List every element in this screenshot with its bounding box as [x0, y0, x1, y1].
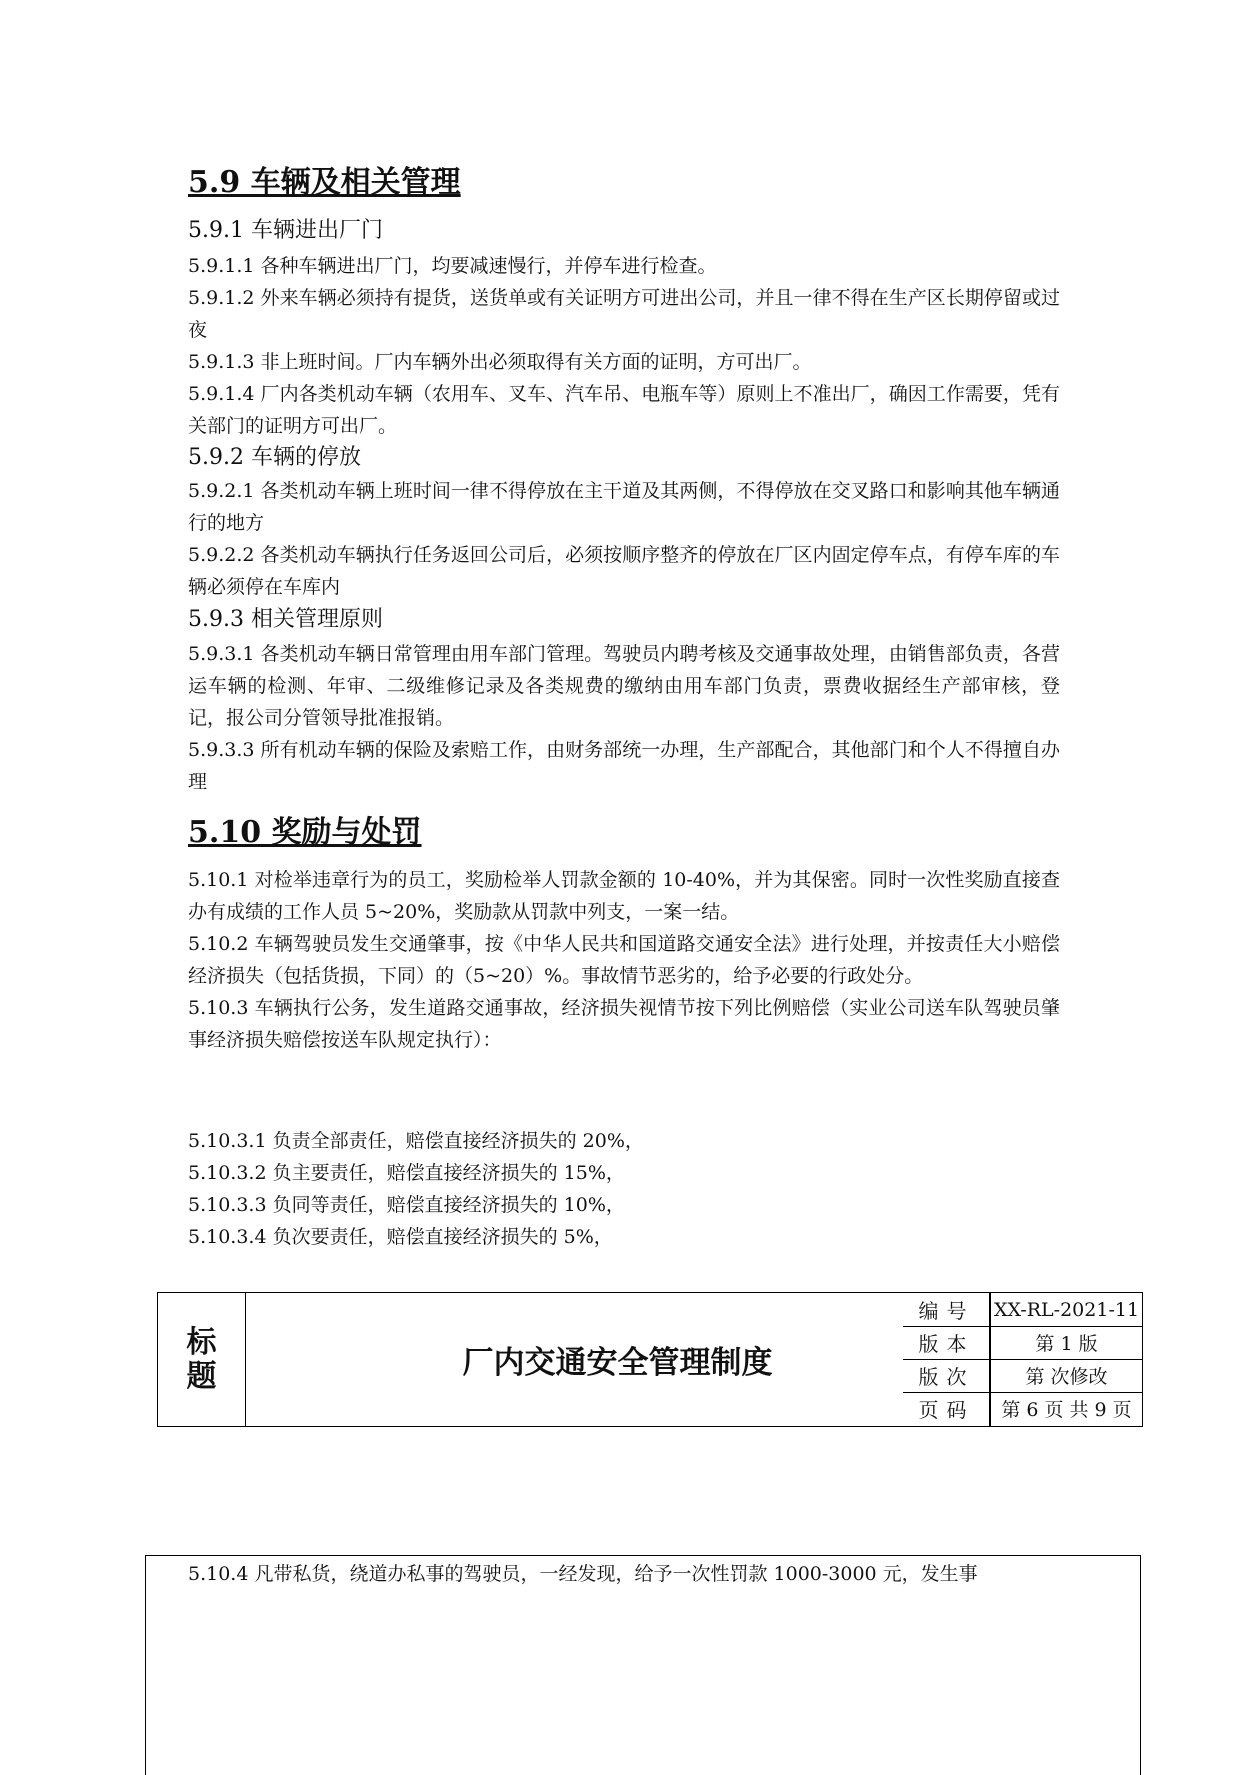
subsection-5-9-1-heading: 5.9.1 车辆进出厂门	[188, 218, 383, 243]
footer-key-code: 编号	[918, 1299, 975, 1323]
subsection-5-9-1-body	[188, 250, 1060, 442]
list-item: 5.10.3.3 负同等责任，赔偿直接经济损失的 10%，	[188, 1194, 625, 1216]
paragraph: 5.9.3.3 所有机动车辆的保险及索赔工作，由财务部统一办理，生产部配合，其他部门和个人不得擅自办理	[188, 739, 1060, 793]
footer-value-revision: 第 次修改	[1025, 1366, 1108, 1388]
subsection-5-9-2-body	[188, 475, 1060, 603]
list-item: 5.10.3.2 负主要责任，赔偿直接经济损失的 15%，	[188, 1162, 625, 1184]
paragraph: 5.9.1.1 各种车辆进出厂门，均要减速慢行，并停车进行检查。	[188, 255, 717, 277]
paragraph: 5.9.2.2 各类机动车辆执行任务返回公司后，必须按顺序整齐的停放在厂区内固定停车点，有停车库的车辆必须停在车库内	[188, 544, 1060, 598]
footer-label-cell	[158, 1293, 246, 1426]
paragraph: 5.10.1 对检举违章行为的员工，奖励检举人罚款金额的 10-40%，并为其保密。同时一次性奖励直接查办有成绩的工作人员 5~20%，奖励款从罚款中列支，一案一结。	[188, 869, 1060, 923]
footer-value-code: XX-RL-2021-11	[993, 1298, 1140, 1321]
section-5-10-body	[188, 864, 1060, 1056]
footer-value-page: 第 6 页 共 9 页	[1001, 1399, 1132, 1421]
footer-value-version: 第 1 版	[1035, 1333, 1098, 1355]
footer-document-title: 厂内交通安全管理制度	[246, 1293, 990, 1426]
section-5-9-title: 5.9 车辆及相关管理	[188, 165, 461, 200]
footer-key-version: 版本	[918, 1332, 975, 1356]
footer-label-line-2: 题	[186, 1358, 217, 1394]
document-footer-table	[157, 1292, 1143, 1427]
list-item: 5.10.3.1 负责全部责任，赔偿直接经济损失的 20%，	[188, 1130, 644, 1152]
compensation-list	[188, 1125, 1060, 1253]
paragraph: 5.10.2 车辆驾驶员发生交通肇事，按《中华人民共和国道路交通安全法》进行处理，并按责任大小赔偿经济损失（包括货损，下同）的（5~20）%。事故情节恶劣的，给予必要的行政处分。	[188, 933, 1060, 987]
footer-key-revision: 版次	[918, 1365, 975, 1389]
subsection-5-9-3-heading: 5.9.3 相关管理原则	[188, 607, 383, 632]
footer-label-line-1: 标	[186, 1324, 217, 1360]
paragraph: 5.9.2.1 各类机动车辆上班时间一律不得停放在主干道及其两侧，不得停放在交叉路口和影响其他车辆通行的地方	[188, 480, 1060, 534]
list-item: 5.10.3.4 负次要责任，赔偿直接经济损失的 5%，	[188, 1226, 613, 1248]
subsection-5-9-3-body	[188, 638, 1060, 798]
paragraph: 5.9.1.2 外来车辆必须持有提货，送货单或有关证明方可进出公司，并且一律不得在生产区长期停留或过夜	[188, 287, 1060, 341]
section-5-10-title: 5.10 奖励与处罚	[188, 815, 422, 850]
subsection-5-9-2-heading: 5.9.2 车辆的停放	[188, 445, 361, 470]
paragraph: 5.9.3.1 各类机动车辆日常管理由用车部门管理。驾驶员内聘考核及交通事故处理，由销售部负责，各营运车辆的检测、年审、二级维修记录及各类规费的缴纳由用车部门负责，票费收据经生产部审核，登记，报公司分管领导批准报销。	[188, 643, 1060, 729]
footer-key-page: 页码	[918, 1398, 975, 1422]
paragraph: 5.10.3 车辆执行公务，发生道路交通事故，经济损失视情节按下列比例赔偿（实业公司送车队驾驶员肇事经济损失赔偿按送车队规定执行）：	[188, 997, 1060, 1051]
paragraph: 5.9.1.4 厂内各类机动车辆（农用车、叉车、汽车吊、电瓶车等）原则上不准出厂，确因工作需要，凭有关部门的证明方可出厂。	[188, 383, 1060, 437]
paragraph: 5.9.1.3 非上班时间。厂内车辆外出必须取得有关方面的证明，方可出厂。	[188, 351, 812, 373]
next-page-paragraph: 5.10.4 凡带私货，绕道办私事的驾驶员，一经发现，给予一次性罚款 1000-3000 元，发生事	[188, 1563, 978, 1585]
